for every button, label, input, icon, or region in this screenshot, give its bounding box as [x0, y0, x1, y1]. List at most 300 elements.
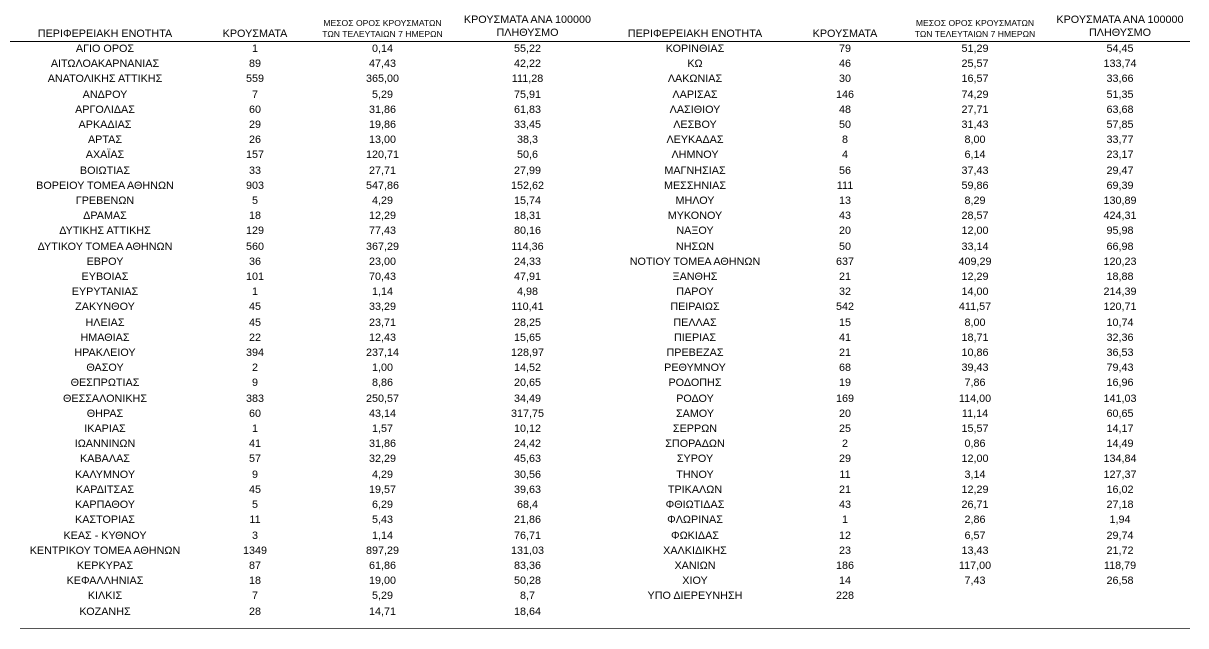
cases-cell: 25	[838, 423, 851, 436]
table-row	[10, 194, 600, 209]
table-row	[600, 194, 1190, 209]
avg-7day-cell: 120,71	[365, 149, 400, 162]
cases-cell: 542	[835, 301, 854, 314]
table-row	[10, 72, 600, 87]
per-100k-cell: 20,65	[513, 377, 542, 390]
cases-cell: 89	[248, 58, 261, 71]
cases-cell: 33	[248, 164, 261, 177]
table-row	[10, 285, 600, 300]
table-row	[10, 559, 600, 574]
per-100k-cell: 30,56	[513, 468, 542, 481]
avg-7day-cell: 15,57	[961, 423, 989, 436]
region-cell: ΚΑΡΔΙΤΣΑΣ	[75, 483, 135, 496]
region-cell: ΚΕΝΤΡΙΚΟΥ ΤΟΜΕΑ ΑΘΗΝΩΝ	[29, 544, 181, 557]
cases-cell: 18	[248, 575, 261, 588]
cases-cell: 169	[835, 392, 854, 405]
per-100k-cell: 141,03	[1103, 392, 1137, 405]
table-row	[600, 270, 1190, 285]
per-100k-cell: 1,94	[1109, 514, 1131, 527]
cases-cell: 394	[245, 347, 264, 360]
header-row	[10, 12, 600, 42]
avg-7day-cell: 237,14	[365, 347, 400, 360]
per-100k-cell: 79,43	[1106, 362, 1134, 375]
cases-cell: 637	[835, 255, 854, 268]
per-100k-cell: 14,52	[513, 362, 542, 375]
table-row	[600, 529, 1190, 544]
header-cases: ΚΡΟΥΣΜΑΤΑ	[222, 28, 288, 40]
per-100k-cell: 39,63	[513, 483, 542, 496]
region-cell: ΚΟΖΑΝΗΣ	[79, 605, 131, 618]
region-cell: ΖΑΚΥΝΘΟΥ	[75, 301, 135, 314]
avg-7day-cell: 23,00	[368, 255, 397, 268]
avg-7day-cell: 897,29	[365, 544, 400, 557]
per-100k-cell: 23,17	[1106, 149, 1134, 162]
per-100k-cell: 14,49	[1106, 438, 1134, 451]
per-100k-cell: 14,17	[1106, 423, 1134, 436]
cases-cell: 43	[838, 210, 851, 223]
per-100k-cell: 27,18	[1106, 499, 1134, 512]
cases-cell: 46	[838, 58, 851, 71]
header-cases-per-100k: ΚΡΟΥΣΜΑΤΑ ΑΝΑ 100000 ΠΛΗΘΥΣΜΟ	[463, 14, 592, 39]
avg-7day-cell: 13,43	[961, 544, 989, 557]
avg-7day-cell: 12,29	[961, 271, 989, 284]
table-row	[600, 361, 1190, 376]
region-cell: ΥΠΟ ΔΙΕΡΕΥΝΗΣΗ	[647, 590, 743, 603]
avg-7day-cell: 18,71	[961, 331, 989, 344]
avg-7day-cell: 27,71	[368, 164, 397, 177]
avg-7day-cell: 39,43	[961, 362, 989, 375]
region-cell: ΗΡΑΚΛΕΙΟΥ	[74, 347, 136, 360]
avg-7day-cell: 12,29	[961, 483, 989, 496]
per-100k-cell: 15,65	[513, 331, 542, 344]
per-100k-cell: 76,71	[513, 529, 542, 542]
table-row	[600, 574, 1190, 589]
per-100k-cell: 214,39	[1103, 286, 1137, 299]
per-100k-cell: 24,42	[513, 438, 542, 451]
avg-7day-cell: 1,14	[371, 286, 393, 299]
avg-7day-cell: 51,29	[961, 43, 989, 55]
per-100k-cell: 33,77	[1106, 134, 1134, 147]
region-cell: ΚΑΡΠΑΘΟΥ	[74, 499, 136, 512]
per-100k-cell: 4,98	[516, 286, 538, 299]
avg-7day-cell: 61,86	[368, 559, 397, 572]
cases-cell: 50	[838, 240, 851, 253]
cases-cell: 41	[248, 438, 261, 451]
avg-7day-cell: 365,00	[365, 73, 400, 86]
region-cell: ΔΥΤΙΚΟΥ ΤΟΜΕΑ ΑΘΗΝΩΝ	[37, 240, 173, 253]
region-cell: ΦΩΚΙΔΑΣ	[671, 529, 719, 542]
avg-7day-cell	[900, 589, 1050, 604]
per-100k-cell: 10,74	[1106, 316, 1134, 329]
avg-7day-cell: 4,29	[371, 195, 393, 208]
region-cell: ΜΥΚΟΝΟΥ	[667, 210, 723, 223]
header-7day-average: ΜΕΣΟΣ ΟΡΟΣ ΚΡΟΥΣΜΑΤΩΝ ΤΩΝ ΤΕΛΕΥΤΑΙΩΝ 7 ΗΜΕΡΩΝ	[914, 18, 1036, 39]
region-cell: ΑΡΓΟΛΙΔΑΣ	[75, 103, 135, 116]
cases-cell: 26	[248, 134, 261, 147]
per-100k-cell: 16,96	[1106, 377, 1134, 390]
region-cell: ΡΟΔΟΠΗΣ	[668, 377, 722, 390]
avg-7day-cell: 43,14	[368, 407, 397, 420]
region-cell: ΑΓΙΟ ΟΡΟΣ	[75, 43, 135, 55]
per-100k-cell: 29,47	[1106, 164, 1134, 177]
region-cell: ΛΑΣΙΘΙΟΥ	[669, 103, 721, 116]
avg-7day-cell: 1,14	[371, 529, 393, 542]
table-row	[600, 240, 1190, 255]
avg-7day-cell: 31,86	[368, 438, 397, 451]
per-100k-cell: 63,68	[1106, 103, 1134, 116]
region-cell: ΑΝΔΡΟΥ	[82, 88, 128, 101]
table-body-left	[10, 42, 600, 620]
region-cell: ΝΗΣΩΝ	[675, 240, 715, 253]
table-row	[600, 437, 1190, 452]
table-row	[10, 255, 600, 270]
table-row	[600, 88, 1190, 103]
avg-7day-cell: 250,57	[365, 392, 400, 405]
cases-cell: 1	[251, 423, 258, 436]
cases-cell: 1	[251, 286, 258, 299]
per-100k-cell: 54,45	[1106, 43, 1134, 55]
per-100k-cell: 95,98	[1106, 225, 1134, 238]
cases-cell: 5	[251, 195, 258, 208]
avg-7day-cell: 13,00	[368, 134, 397, 147]
table-row	[10, 376, 600, 391]
cases-cell: 60	[248, 407, 261, 420]
table-row	[10, 164, 600, 179]
region-cell: ΔΡΑΜΑΣ	[83, 210, 127, 223]
cases-cell: 101	[245, 271, 264, 284]
table-row	[10, 574, 600, 589]
cases-cell: 19	[838, 377, 851, 390]
avg-7day-cell: 8,00	[964, 134, 986, 147]
region-cell: ΦΛΩΡΙΝΑΣ	[667, 514, 723, 527]
per-100k-cell: 27,99	[513, 164, 542, 177]
region-cell: ΤΡΙΚΑΛΩΝ	[667, 483, 723, 496]
per-100k-cell: 47,91	[513, 271, 542, 284]
table-row	[10, 133, 600, 148]
region-cell: ΑΙΤΩΛΟΑΚΑΡΝΑΝΙΑΣ	[50, 58, 160, 71]
per-100k-cell: 111,28	[511, 73, 544, 86]
table-row	[600, 544, 1190, 559]
avg-7day-cell: 31,43	[961, 119, 989, 132]
per-100k-cell: 10,12	[513, 423, 542, 436]
avg-7day-cell: 1,00	[371, 362, 393, 375]
region-cell: ΒΟΡΕΙΟΥ ΤΟΜΕΑ ΑΘΗΝΩΝ	[36, 179, 174, 192]
region-cell: ΠΙΕΡΙΑΣ	[673, 331, 717, 344]
table-row	[600, 209, 1190, 224]
cases-cell: 68	[838, 362, 851, 375]
per-100k-cell: 50,28	[513, 575, 542, 588]
region-cell: ΛΑΚΩΝΙΑΣ	[667, 73, 723, 86]
table-row	[10, 513, 600, 528]
per-100k-cell: 33,66	[1106, 73, 1134, 86]
cases-cell: 21	[838, 483, 851, 496]
table-row	[10, 57, 600, 72]
avg-7day-cell: 37,43	[961, 164, 989, 177]
region-cell: ΘΕΣΣΑΛΟΝΙΚΗΣ	[62, 392, 147, 405]
cases-cell: 13	[838, 195, 851, 208]
per-100k-cell: 133,74	[1103, 58, 1137, 71]
region-cell: ΦΘΙΩΤΙΔΑΣ	[665, 499, 725, 512]
table-row	[600, 179, 1190, 194]
cases-cell: 14	[838, 575, 851, 588]
region-cell: ΤΗΝΟΥ	[676, 468, 714, 481]
region-cell: ΣΠΟΡΑΔΩΝ	[665, 438, 725, 451]
table-row	[600, 452, 1190, 467]
cases-cell: 12	[838, 529, 851, 542]
table-row	[600, 255, 1190, 270]
per-100k-cell: 127,37	[1103, 468, 1137, 481]
cases-cell: 4	[841, 149, 848, 162]
table-row	[10, 88, 600, 103]
avg-7day-cell: 77,43	[368, 225, 397, 238]
per-100k-cell	[1050, 589, 1190, 604]
cases-cell: 9	[251, 468, 258, 481]
header-7day-average: ΜΕΣΟΣ ΟΡΟΣ ΚΡΟΥΣΜΑΤΩΝ ΤΩΝ ΤΕΛΕΥΤΑΙΩΝ 7 ΗΜΕΡΩΝ	[322, 18, 443, 39]
per-100k-cell: 18,64	[513, 605, 542, 618]
cases-cell: 45	[248, 316, 261, 329]
per-100k-cell: 130,89	[1103, 195, 1137, 208]
region-cell: ΠΡΕΒΕΖΑΣ	[666, 347, 724, 360]
avg-7day-cell: 7,43	[964, 575, 986, 588]
table-row	[600, 589, 1190, 604]
cases-cell: 146	[835, 88, 854, 101]
per-100k-cell: 50,6	[516, 149, 538, 162]
per-100k-cell: 75,91	[513, 88, 542, 101]
region-cell: ΜΑΓΝΗΣΙΑΣ	[664, 164, 726, 177]
region-cell: ΗΜΑΘΙΑΣ	[80, 331, 130, 344]
cases-cell: 45	[248, 301, 261, 314]
table-row	[600, 468, 1190, 483]
region-cell: ΣΑΜΟΥ	[675, 407, 715, 420]
cases-cell: 111	[836, 179, 854, 192]
table-row	[600, 300, 1190, 315]
cases-cell: 21	[838, 271, 851, 284]
cases-cell: 11	[839, 468, 851, 481]
per-100k-cell: 69,39	[1106, 179, 1134, 192]
region-cell: ΚΙΛΚΙΣ	[87, 590, 123, 603]
table-row	[600, 42, 1190, 58]
bottom-rule	[20, 628, 1190, 629]
cases-cell: 186	[835, 559, 854, 572]
avg-7day-cell: 16,57	[961, 73, 989, 86]
per-100k-cell: 424,31	[1103, 210, 1137, 223]
table-row	[600, 559, 1190, 574]
header-region: ΠΕΡΙΦΕΡΕΙΑΚΗ ΕΝΟΤΗΤΑ	[627, 28, 763, 40]
region-cell: ΑΡΤΑΣ	[87, 134, 123, 147]
per-100k-cell: 29,74	[1106, 529, 1134, 542]
avg-7day-cell: 8,29	[964, 195, 986, 208]
table-row	[600, 316, 1190, 331]
per-100k-cell: 68,4	[516, 499, 538, 512]
cases-cell: 559	[245, 73, 264, 86]
cases-cell: 7	[251, 88, 258, 101]
table-row	[600, 422, 1190, 437]
avg-7day-cell: 12,29	[368, 210, 397, 223]
cases-cell: 3	[251, 529, 258, 542]
avg-7day-cell: 23,71	[368, 316, 397, 329]
avg-7day-cell: 14,71	[368, 605, 397, 618]
per-100k-cell: 24,33	[513, 255, 542, 268]
table-row	[10, 498, 600, 513]
avg-7day-cell: 6,14	[964, 149, 986, 162]
table-row	[600, 346, 1190, 361]
avg-7day-cell: 70,43	[368, 271, 397, 284]
per-100k-cell: 60,65	[1106, 407, 1134, 420]
per-100k-cell: 57,85	[1106, 119, 1134, 132]
cases-table-left	[10, 12, 600, 620]
avg-7day-cell: 33,14	[961, 240, 989, 253]
per-100k-cell: 28,25	[513, 316, 542, 329]
cases-cell: 8	[841, 134, 848, 147]
cases-cell: 20	[838, 407, 851, 420]
cases-cell: 903	[245, 179, 264, 192]
cases-cell: 29	[248, 119, 261, 132]
avg-7day-cell: 547,86	[365, 179, 400, 192]
cases-cell: 60	[248, 103, 261, 116]
header-region: ΠΕΡΙΦΕΡΕΙΑΚΗ ΕΝΟΤΗΤΑ	[37, 28, 173, 40]
per-100k-cell: 18,88	[1106, 271, 1134, 284]
header-cases: ΚΡΟΥΣΜΑΤΑ	[812, 28, 878, 40]
region-cell: ΓΡΕΒΕΝΩΝ	[75, 195, 135, 208]
per-100k-cell: 131,03	[510, 544, 545, 557]
region-cell: ΚΑΒΑΛΑΣ	[80, 453, 130, 466]
region-cell: ΛΕΥΚΑΔΑΣ	[666, 134, 724, 147]
cases-cell: 48	[838, 103, 851, 116]
region-cell: ΣΕΡΡΩΝ	[672, 423, 718, 436]
region-cell: ΛΗΜΝΟΥ	[671, 149, 719, 162]
table-row	[10, 605, 600, 620]
table-row	[10, 316, 600, 331]
per-100k-cell: 18,31	[513, 210, 542, 223]
avg-7day-cell: 26,71	[961, 499, 989, 512]
per-100k-cell: 8,7	[519, 590, 535, 603]
cases-cell: 41	[838, 331, 851, 344]
cases-cell: 5	[251, 499, 258, 512]
region-cell: ΜΕΣΣΗΝΙΑΣ	[663, 179, 726, 192]
avg-7day-cell: 10,86	[961, 347, 989, 360]
table-row	[600, 331, 1190, 346]
region-cell: ΚΕΑΣ - ΚΥΘΝΟΥ	[63, 529, 147, 542]
per-100k-cell: 120,71	[1103, 301, 1137, 314]
table-row	[600, 376, 1190, 391]
region-cell: ΡΟΔΟΥ	[676, 392, 714, 405]
cases-cell: 45	[248, 483, 261, 496]
region-cell: ΙΩΑΝΝΙΝΩΝ	[74, 438, 136, 451]
table-row	[10, 179, 600, 194]
table-row	[10, 224, 600, 239]
region-cell: ΠΕΛΛΑΣ	[673, 316, 717, 329]
cases-cell: 79	[838, 43, 851, 55]
region-cell: ΡΕΘΥΜΝΟΥ	[664, 362, 726, 375]
cases-cell: 36	[248, 255, 261, 268]
cases-cell: 228	[835, 590, 854, 603]
avg-7day-cell: 12,00	[961, 453, 989, 466]
cases-cell: 56	[838, 164, 851, 177]
region-cell: ΕΥΡΥΤΑΝΙΑΣ	[71, 286, 139, 299]
table-row	[600, 483, 1190, 498]
avg-7day-cell: 25,57	[961, 58, 989, 71]
cases-cell: 50	[838, 119, 851, 132]
table-row	[10, 392, 600, 407]
region-cell: ΣΥΡΟΥ	[676, 453, 714, 466]
avg-7day-cell: 59,86	[961, 179, 989, 192]
cases-cell: 23	[838, 544, 851, 557]
header-cases-per-100k: ΚΡΟΥΣΜΑΤΑ ΑΝΑ 100000 ΠΛΗΘΥΣΜΟ	[1056, 14, 1184, 39]
avg-7day-cell: 27,71	[961, 103, 989, 116]
per-100k-cell: 38,3	[516, 134, 538, 147]
avg-7day-cell: 8,86	[371, 377, 393, 390]
cases-cell: 2	[251, 362, 258, 375]
cases-cell: 1	[841, 514, 848, 527]
table-row	[600, 285, 1190, 300]
table-row	[10, 483, 600, 498]
region-cell: ΗΛΕΙΑΣ	[85, 316, 125, 329]
avg-7day-cell: 19,86	[368, 119, 397, 132]
cases-cell: 11	[249, 514, 261, 527]
avg-7day-cell: 4,29	[371, 468, 393, 481]
table-row	[10, 544, 600, 559]
region-cell: ΕΒΡΟΥ	[86, 255, 124, 268]
region-cell: ΚΕΦΑΛΛΗΝΙΑΣ	[66, 575, 144, 588]
per-100k-cell: 114,36	[511, 240, 544, 253]
avg-7day-cell: 3,14	[964, 468, 986, 481]
region-cell: ΒΟΙΩΤΙΑΣ	[79, 164, 131, 177]
region-cell: ΚΕΡΚΥΡΑΣ	[76, 559, 134, 572]
region-cell: ΚΟΡΙΝΘΙΑΣ	[665, 43, 725, 55]
avg-7day-cell: 12,00	[961, 225, 989, 238]
region-cell: ΧΑΝΙΩΝ	[674, 559, 716, 572]
avg-7day-cell: 0,86	[964, 438, 986, 451]
region-cell: ΕΥΒΟΙΑΣ	[81, 271, 129, 284]
table-row	[600, 57, 1190, 72]
region-cell: ΚΑΣΤΟΡΙΑΣ	[75, 514, 135, 527]
region-cell: ΚΩ	[687, 58, 703, 71]
table-row	[600, 133, 1190, 148]
avg-7day-cell: 1,57	[371, 423, 393, 436]
header-row	[600, 12, 1190, 42]
avg-7day-cell: 411,57	[958, 301, 992, 314]
per-100k-cell: 317,75	[510, 407, 545, 420]
cases-cell: 9	[251, 377, 258, 390]
region-cell: ΝΑΞΟΥ	[676, 225, 714, 238]
avg-7day-cell: 5,29	[371, 590, 393, 603]
table-row	[10, 529, 600, 544]
avg-7day-cell: 117,00	[958, 559, 992, 572]
cases-cell: 2	[841, 438, 848, 451]
region-cell: ΑΧΑΪΑΣ	[85, 149, 125, 162]
per-100k-cell: 66,98	[1106, 240, 1134, 253]
region-cell: ΧΑΛΚΙΔΙΚΗΣ	[663, 544, 727, 557]
avg-7day-cell: 114,00	[958, 392, 992, 405]
per-100k-cell: 32,36	[1106, 331, 1134, 344]
per-100k-cell: 34,49	[513, 392, 542, 405]
per-100k-cell: 33,45	[513, 119, 542, 132]
region-cell: ΘΑΣΟΥ	[86, 362, 124, 375]
table-row	[600, 164, 1190, 179]
region-cell: ΑΝΑΤΟΛΙΚΗΣ ΑΤΤΙΚΗΣ	[47, 73, 163, 86]
cases-cell: 87	[248, 559, 261, 572]
table-row	[10, 103, 600, 118]
per-100k-cell: 80,16	[513, 225, 542, 238]
cases-cell: 15	[838, 316, 851, 329]
avg-7day-cell: 31,86	[368, 103, 397, 116]
table-row	[10, 452, 600, 467]
table-row	[10, 331, 600, 346]
region-cell: ΧΙΟΥ	[682, 575, 708, 588]
cases-cell: 1349	[242, 544, 268, 557]
table-row	[600, 392, 1190, 407]
table-row	[10, 407, 600, 422]
